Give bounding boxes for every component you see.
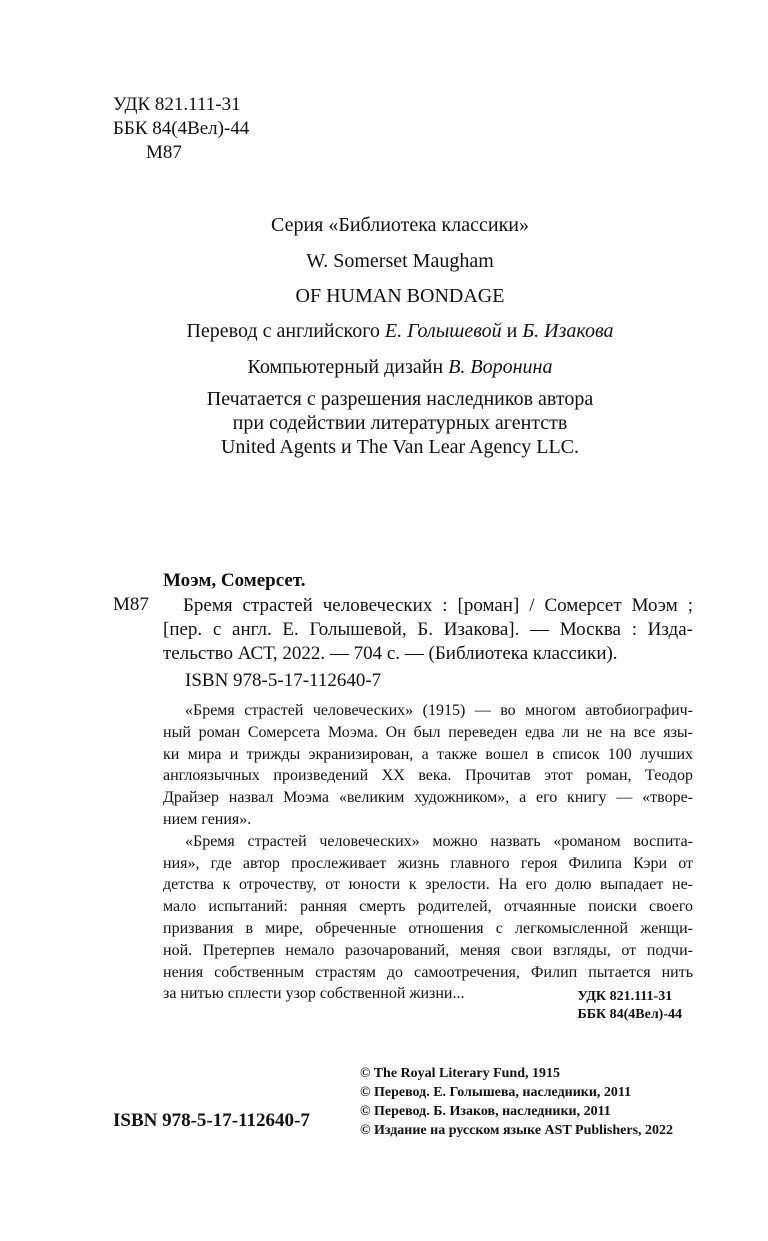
author-mark: М87 <box>146 142 182 163</box>
bib-line: [пер. с англ. Е. Голышевой, Б. Изакова]. — Москва : Изда- <box>163 619 693 640</box>
author-heading: Моэм, Сомерсет. <box>163 570 306 591</box>
abstract-line: ния», где автор прослеживает жизнь главного героя Филипа Кэри от <box>163 854 693 872</box>
design-credit <box>0 356 768 379</box>
permission-line-3: United Agents и The Van Lear Agency LLC. <box>220 436 580 458</box>
translator-2: Б. Изакова <box>522 320 614 342</box>
translator-1: Е. Голышевой <box>384 320 502 342</box>
abstract-line: «Бремя страстей человеческих» (1915) — во многом автобиографич- <box>185 702 693 719</box>
permission-line-1: Печатается с разрешения наследников автора <box>206 388 594 410</box>
abstract-line: Драйзер назвал Моэма «великим художником», а его книгу — «творе- <box>163 789 693 807</box>
copyright-block <box>360 1064 673 1140</box>
abstract-line: мало испытаний: ранняя смерть родителей, отчаянные поиски своего <box>163 898 693 916</box>
abstract-line: за нитью сплести узор собственной жизни... <box>163 985 465 1003</box>
original-author: W. Somerset Maugham <box>306 250 494 272</box>
catalog-codes <box>113 93 249 165</box>
abstract-line: призвания в мире, обреченные отношения с легкомысленной женщи- <box>163 919 693 937</box>
translation-credit <box>0 320 768 343</box>
abstract-line: нения собственным страстям до самоотречения, Филип пытается нить <box>163 963 693 981</box>
footer-bbk: ББК 84(4Вел)-44 <box>577 1007 682 1022</box>
abstract-line: нием гения». <box>163 810 252 828</box>
copyright-line: © Издание на русском языке AST Publishers, 2022 <box>360 1123 674 1138</box>
footer-codes <box>577 988 682 1024</box>
abstract <box>163 700 693 1005</box>
copyright-line: © Перевод. Б. Изаков, наследники, 2011 <box>360 1104 611 1119</box>
series-line: Серия «Библиотека классики» <box>270 214 529 236</box>
abstract-line: «Бремя страстей человеческих» можно назвать «романом воспита- <box>185 832 693 850</box>
footer-udk: УДК 821.111-31 <box>577 989 673 1004</box>
bibliographic-description <box>163 594 693 666</box>
designer: В. Воронина <box>448 356 553 378</box>
abstract-line: ный роман Сомерсета Моэма. Он был переведен едва ли не на все язы- <box>163 723 693 741</box>
design-prefix: Компьютерный дизайн <box>247 356 444 378</box>
bib-line: Бремя страстей человеческих : [роман] / Сомерсет Моэм ; <box>183 595 693 616</box>
isbn-inline: ISBN 978-5-17-112640-7 <box>185 670 382 691</box>
original-title: OF HUMAN BONDAGE <box>295 285 505 307</box>
abstract-line: ной. Претерпев немало разочарований, меняя свои взгляды, от подчи- <box>163 941 693 959</box>
bbk-code: ББК 84(4Вел)-44 <box>113 118 250 139</box>
translation-prefix: Перевод с английского <box>186 320 380 342</box>
udk-code: УДК 821.111-31 <box>113 94 241 115</box>
translation-and: и <box>506 320 518 342</box>
isbn-footer: ISBN 978-5-17-112640-7 <box>113 1110 310 1131</box>
copyright-line: © Перевод. Е. Голышева, наследники, 2011 <box>360 1085 632 1100</box>
abstract-line: ки мира и трижды экранизирован, а также вошел в список 100 лучших <box>163 745 693 763</box>
bib-line: тельство АСТ, 2022. — 704 с. — (Библиотека классики). <box>163 643 618 664</box>
abstract-line: детства к отрочеству, от юности к зрелости. На его долю выпадает не- <box>163 876 693 894</box>
abstract-line: англоязычных произведений XX века. Прочитав этот роман, Теодор <box>163 767 693 785</box>
permission-line-2: при содействии литературных агентств <box>232 412 568 434</box>
bibliographic-code: М87 <box>113 594 149 615</box>
copyright-line: © The Royal Literary Fund, 1915 <box>360 1066 560 1081</box>
